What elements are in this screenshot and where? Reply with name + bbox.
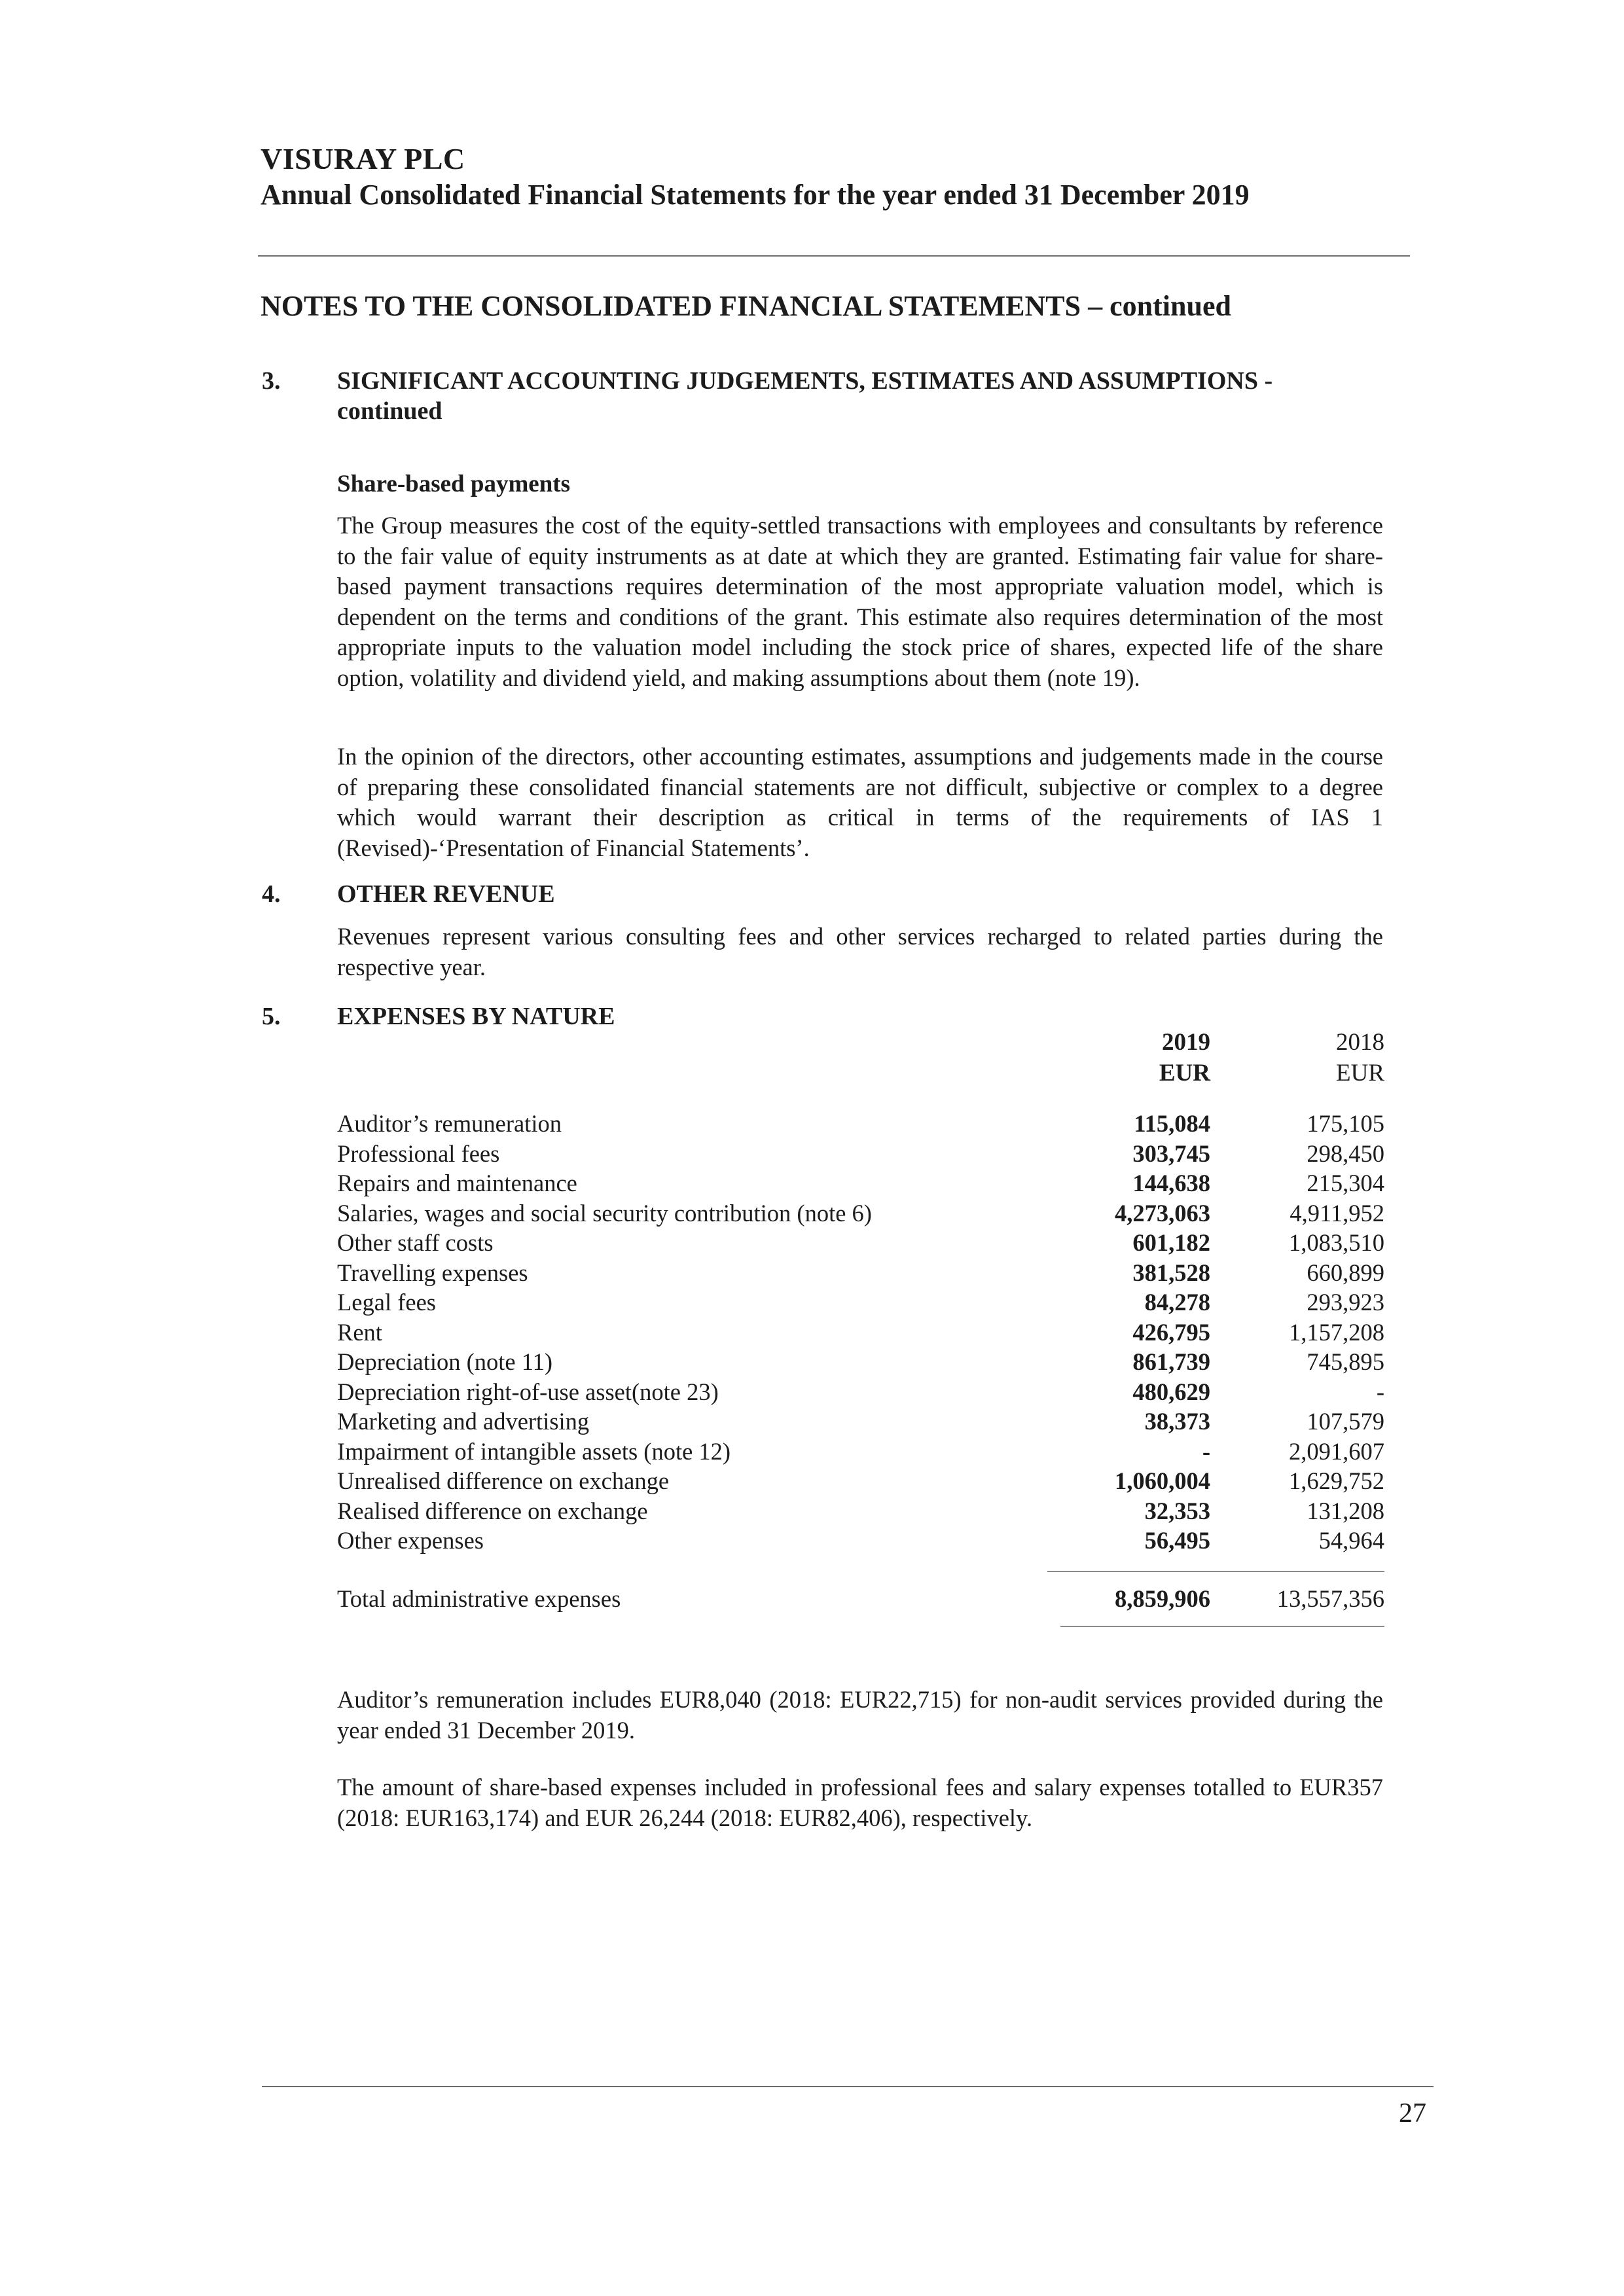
row-label: Professional fees (337, 1139, 500, 1167)
row-label: Auditor’s remuneration (337, 1110, 562, 1137)
row-value-2018: 107,579 (1307, 1408, 1384, 1435)
table-row (337, 1287, 1384, 1318)
table-row (337, 1347, 1384, 1377)
section-3-title-continued: continued (337, 397, 442, 425)
total-row (337, 1584, 1384, 1614)
table-row (337, 1168, 1384, 1198)
row-label: Unrealised difference on exchange (337, 1467, 670, 1494)
table-row (337, 1228, 1384, 1258)
company-name: VISURAY PLC (261, 142, 465, 175)
total-top-rule (1047, 1571, 1384, 1572)
table-row (337, 1526, 1384, 1556)
table-row (337, 1318, 1384, 1348)
row-label: Repairs and maintenance (337, 1170, 577, 1196)
row-value-2018: 660,899 (1307, 1259, 1384, 1286)
row-value-2018: 1,083,510 (1289, 1229, 1384, 1256)
row-label: Depreciation right-of-use asset(note 23) (337, 1378, 719, 1405)
row-label: Travelling expenses (337, 1259, 528, 1286)
row-value-2018: 293,923 (1307, 1289, 1384, 1316)
row-value-2019: 1,060,004 (1115, 1467, 1210, 1494)
row-value-2019: - (1202, 1437, 1210, 1465)
row-label: Rent (337, 1318, 382, 1346)
footer-rule (262, 2086, 1434, 2087)
table-row (337, 1407, 1384, 1437)
row-value-2019: 426,795 (1132, 1318, 1210, 1346)
row-value-2018: 1,157,208 (1289, 1318, 1384, 1346)
row-label: Impairment of intangible assets (note 12) (337, 1437, 731, 1465)
row-value-2019: 144,638 (1132, 1170, 1210, 1196)
row-value-2019: 56,495 (1144, 1527, 1210, 1554)
row-value-2018: 215,304 (1307, 1170, 1384, 1196)
column-2018-year: 2018 (1336, 1029, 1384, 1056)
section-4-number: 4. (262, 880, 281, 908)
row-label: Other staff costs (337, 1229, 494, 1256)
row-value-2018: - (1376, 1378, 1384, 1405)
column-2019-currency: EUR (1159, 1060, 1210, 1086)
row-value-2018: 745,895 (1307, 1348, 1384, 1375)
share-based-payments-paragraph: The Group measures the cost of the equity-settled transactions with employees and consultants by reference to the fair value of equity instruments as at date at which they are granted. Estimating fair value for share-based payment transactions requires determination of the most appropriate valuation model, which is dependent on the terms and conditions of the grant. This estimate also requires determination of the most appropriate inputs to the valuation model including the stock price of shares, expected life of the share option, volatility and dividend yield, and making assumptions about them (note 19). (337, 512, 1383, 691)
directors-opinion-paragraph: In the opinion of the directors, other accounting estimates, assumptions and judgements made in the course of preparing these consolidated financial statements are not difficult, subjective or complex to a degree which would warrant their description as critical in terms of the requirements of IAS 1 (Revised)-‘Presentation of Financial Statements’. (337, 743, 1383, 861)
row-value-2018: 54,964 (1318, 1527, 1384, 1554)
column-2019-year: 2019 (1162, 1029, 1210, 1056)
row-value-2019: 861,739 (1132, 1348, 1210, 1375)
total-value-2019: 8,859,906 (1115, 1585, 1210, 1612)
row-value-2018: 131,208 (1307, 1497, 1384, 1524)
section-3-number: 3. (262, 367, 281, 395)
row-value-2019: 303,745 (1132, 1139, 1210, 1167)
table-row (337, 1258, 1384, 1288)
row-label: Legal fees (337, 1289, 436, 1316)
share-based-payments-heading: Share-based payments (337, 471, 570, 497)
row-value-2018: 4,911,952 (1290, 1199, 1384, 1227)
row-value-2019: 4,273,063 (1115, 1199, 1210, 1227)
auditor-remuneration-note: Auditor’s remuneration includes EUR8,040 (2018: EUR22,715) for non-audit services provided during the year ended 31 December 2019. (337, 1686, 1383, 1744)
page-number: 27 (1399, 2098, 1426, 2128)
row-value-2019: 84,278 (1144, 1289, 1210, 1316)
table-row (337, 1198, 1384, 1229)
total-bottom-rule (1060, 1626, 1384, 1627)
row-label: Marketing and advertising (337, 1408, 590, 1435)
row-label: Salaries, wages and social security contribution (note 6) (337, 1199, 872, 1227)
section-4-title: OTHER REVENUE (337, 880, 555, 908)
row-value-2018: 298,450 (1307, 1139, 1384, 1167)
row-value-2019: 38,373 (1144, 1408, 1210, 1435)
header-rule (258, 255, 1410, 257)
total-value-2018: 13,557,356 (1276, 1585, 1384, 1612)
row-value-2019: 381,528 (1132, 1259, 1210, 1286)
report-subtitle: Annual Consolidated Financial Statements for the year ended 31 December 2019 (261, 179, 1250, 211)
row-value-2019: 601,182 (1132, 1229, 1210, 1256)
notes-title: NOTES TO THE CONSOLIDATED FINANCIAL STATEMENTS – continued (261, 290, 1231, 322)
section-3-title: SIGNIFICANT ACCOUNTING JUDGEMENTS, ESTIMATES AND ASSUMPTIONS - (337, 367, 1273, 395)
row-value-2019: 480,629 (1132, 1378, 1210, 1405)
table-row (337, 1377, 1384, 1407)
total-label: Total administrative expenses (337, 1585, 621, 1612)
row-label: Other expenses (337, 1527, 484, 1554)
share-based-expenses-note: The amount of share-based expenses included in professional fees and salary expenses totalled to EUR357 (2018: EUR163,174) and EUR 26,244 (2018: EUR82,406), respectively. (337, 1774, 1383, 1831)
table-row (337, 1496, 1384, 1526)
row-value-2018: 175,105 (1307, 1110, 1384, 1137)
section-5-number: 5. (262, 1003, 281, 1030)
other-revenue-paragraph: Revenues represent various consulting fees and other services recharged to related parties during the respective year. (337, 923, 1383, 980)
row-label: Depreciation (note 11) (337, 1348, 553, 1375)
row-value-2019: 32,353 (1144, 1497, 1210, 1524)
row-value-2018: 2,091,607 (1289, 1437, 1384, 1465)
table-row (337, 1437, 1384, 1467)
row-label: Realised difference on exchange (337, 1497, 648, 1524)
section-5-title: EXPENSES BY NATURE (337, 1003, 615, 1030)
row-value-2019: 115,084 (1134, 1110, 1210, 1137)
table-row (337, 1139, 1384, 1169)
table-row (337, 1109, 1384, 1139)
column-2018-currency: EUR (1336, 1060, 1384, 1086)
table-row (337, 1466, 1384, 1496)
row-value-2018: 1,629,752 (1289, 1467, 1384, 1494)
